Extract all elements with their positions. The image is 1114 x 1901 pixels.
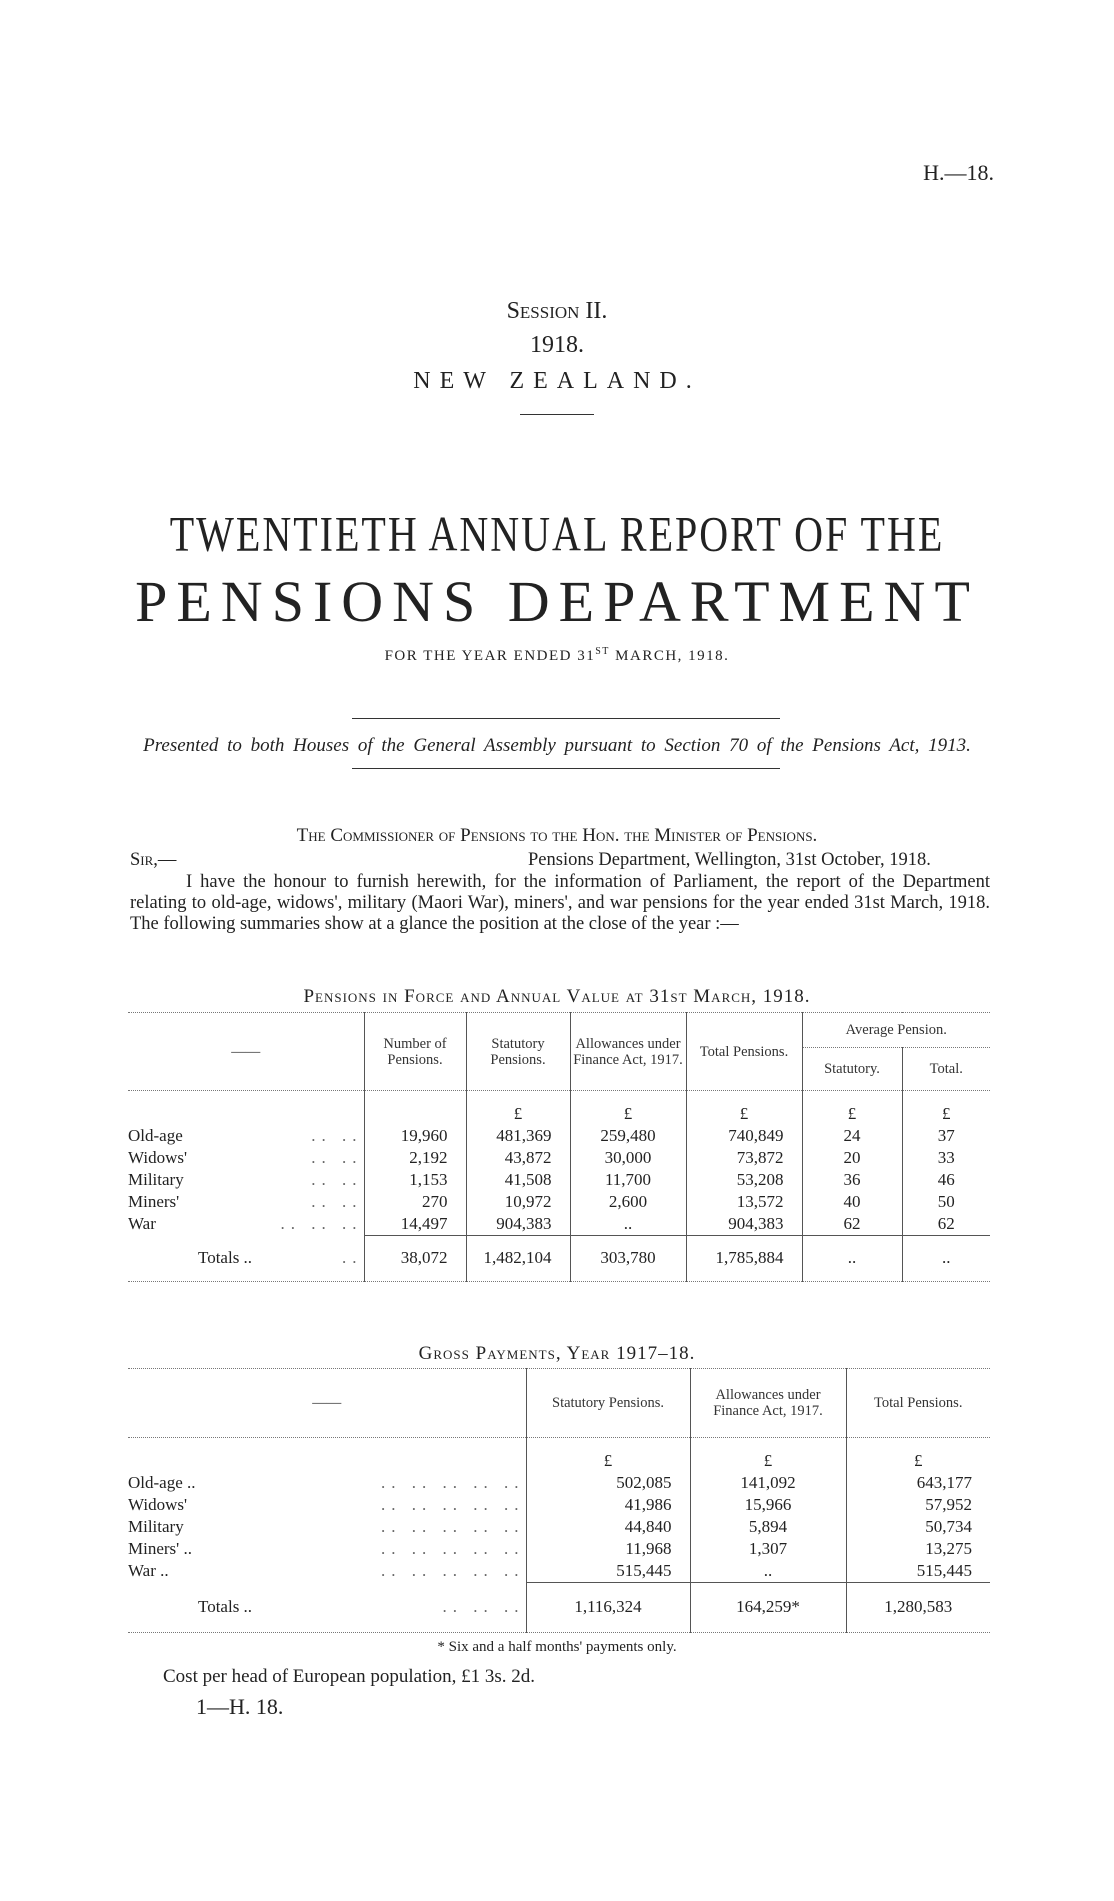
table2-caption: Gross Payments, Year 1917–18. — [418, 1343, 696, 1364]
t1-unit: £ — [570, 1091, 686, 1125]
t1-cell-total: 740,849 — [686, 1125, 802, 1147]
cost-per-head: Cost per head of European population, £1 3s. 2d. — [163, 1666, 536, 1687]
t1-cell-total: 73,872 — [686, 1147, 802, 1169]
leader-dots: .. .. — [311, 1191, 363, 1211]
table-row — [128, 1538, 990, 1560]
subtitle-sup: ST — [595, 646, 610, 657]
t1-cell-allowances: .. — [570, 1213, 686, 1236]
t1-cell-number: 1,153 — [364, 1169, 466, 1191]
t1-cell-avg_statutory: 24 — [802, 1125, 902, 1147]
table-row — [128, 1472, 990, 1494]
t1-cell-total: 904,383 — [686, 1213, 802, 1236]
subtitle-pre: FOR THE YEAR ENDED 31 — [384, 648, 596, 664]
row-label-cell — [128, 1169, 364, 1191]
t2-cell-allowances: 5,894 — [690, 1516, 846, 1538]
t2-cell-allowances: .. — [690, 1560, 846, 1583]
row-label: Totals .. — [198, 1596, 253, 1616]
report-title-subtitle — [0, 646, 1114, 665]
t2-total-statutory: 1,116,324 — [526, 1582, 690, 1632]
t2-total-total: 1,280,583 — [846, 1582, 990, 1632]
t2-unit: £ — [690, 1438, 846, 1472]
row-label-cell — [128, 1147, 364, 1169]
row-label: Old-age — [128, 1125, 183, 1145]
t1-unit: £ — [902, 1091, 990, 1125]
row-label-cell — [128, 1125, 364, 1147]
t1-cell-number: 19,960 — [364, 1125, 466, 1147]
t1-cell-allowances: 11,700 — [570, 1169, 686, 1191]
pensions-in-force-table — [128, 1012, 990, 1282]
t1-unit: £ — [466, 1091, 570, 1125]
row-label-cell — [128, 1516, 526, 1538]
t2-cell-allowances: 141,092 — [690, 1472, 846, 1494]
row-label: War — [128, 1213, 156, 1233]
t1-total-avg_total: .. — [902, 1235, 990, 1281]
t1-cell-avg_statutory: 40 — [802, 1191, 902, 1213]
t1-unit: £ — [686, 1091, 802, 1125]
row-label-cell — [128, 1213, 364, 1236]
letter-addressee: The Commissioner of Pensions to the Hon. the Minister of Pensions. — [296, 825, 818, 846]
table-row — [128, 1516, 990, 1538]
subtitle-post: MARCH, 1918. — [609, 648, 730, 664]
t1-cell-avg_total: 37 — [902, 1125, 990, 1147]
leader-dots: .. .. .. .. .. — [381, 1560, 525, 1580]
t2-cell-total: 643,177 — [846, 1472, 990, 1494]
gross-payments-table — [128, 1368, 990, 1633]
t1-cell-number: 270 — [364, 1191, 466, 1213]
t2-unit: £ — [526, 1438, 690, 1472]
t1-cell-avg_statutory: 62 — [802, 1213, 902, 1236]
t2-cell-allowances: 1,307 — [690, 1538, 846, 1560]
t1-cell-avg_statutory: 20 — [802, 1147, 902, 1169]
t1-cell-number: 2,192 — [364, 1147, 466, 1169]
t1-cell-statutory: 904,383 — [466, 1213, 570, 1236]
t2-cell-statutory: 502,085 — [526, 1472, 690, 1494]
table-row — [128, 1213, 990, 1236]
table1-caption: Pensions in Force and Annual Value at 31st March, 1918. — [303, 986, 811, 1007]
report-title-line1: TWENTIETH ANNUAL REPORT OF THE — [169, 505, 945, 562]
table-row — [128, 1191, 990, 1213]
t1-cell-avg_total: 33 — [902, 1147, 990, 1169]
t1-head-number: Number of Pensions. — [364, 1013, 466, 1091]
t1-cell-allowances: 2,600 — [570, 1191, 686, 1213]
t2-unit: £ — [846, 1438, 990, 1472]
row-label: War .. — [128, 1560, 169, 1580]
t1-head-average: Average Pension. — [802, 1013, 990, 1048]
table-row — [128, 1560, 990, 1583]
row-label-cell — [128, 1560, 526, 1583]
row-label: Military — [128, 1516, 184, 1536]
table-row — [128, 1494, 990, 1516]
leader-dots: .. .. .. .. .. — [381, 1472, 525, 1492]
t1-cell-statutory: 43,872 — [466, 1147, 570, 1169]
leader-dots: .. .. .. .. .. — [381, 1538, 525, 1558]
t2-cell-statutory: 11,968 — [526, 1538, 690, 1560]
t1-cell-statutory: 41,508 — [466, 1169, 570, 1191]
table-row — [128, 1169, 990, 1191]
t1-cell-allowances: 30,000 — [570, 1147, 686, 1169]
t1-total-number: 38,072 — [364, 1235, 466, 1281]
leader-dots: .. .. .. .. .. — [381, 1516, 525, 1536]
t1-total-statutory: 1,482,104 — [466, 1235, 570, 1281]
t1-head-statutory: Statutory Pensions. — [466, 1013, 570, 1091]
t1-total-avg_statutory: .. — [802, 1235, 902, 1281]
t1-head-dash: —— — [231, 1043, 261, 1060]
t2-head-statutory: Statutory Pensions. — [526, 1369, 690, 1438]
totals-row — [128, 1235, 990, 1281]
footnote: * Six and a half months' payments only. — [437, 1639, 677, 1655]
leader-dots: .. .. .. — [280, 1213, 363, 1233]
leader-dots: .. .. .. — [442, 1596, 525, 1616]
t1-cell-avg_total: 50 — [902, 1191, 990, 1213]
row-label-cell — [128, 1191, 364, 1213]
t1-cell-total: 53,208 — [686, 1169, 802, 1191]
t1-cell-avg_statutory: 36 — [802, 1169, 902, 1191]
table-row — [128, 1125, 990, 1147]
totals-label-cell — [128, 1235, 364, 1281]
totals-label-cell — [128, 1582, 526, 1632]
t2-cell-total: 50,734 — [846, 1516, 990, 1538]
t2-head-dash: —— — [312, 1395, 342, 1411]
page-reference: H.—18. — [923, 160, 994, 185]
t2-cell-total: 57,952 — [846, 1494, 990, 1516]
presented-statement: Presented to both Houses of the General Assembly pursuant to Section 70 of the Pensions Act, 1913. — [143, 735, 971, 756]
t2-cell-statutory: 44,840 — [526, 1516, 690, 1538]
t1-cell-avg_total: 62 — [902, 1213, 990, 1236]
t2-cell-statutory: 41,986 — [526, 1494, 690, 1516]
letter-salutation: Sir,— — [130, 850, 177, 870]
header-rule — [520, 414, 594, 415]
row-label: Military — [128, 1169, 184, 1189]
letter-body: I have the honour to furnish herewith, for the information of Parliament, the report of the Department relating to old-age, widows', military (Maori War), miners', and war pensions for the year ended 31st March, 1918. The following summaries show at a glance the position at the close of the year :— — [130, 872, 990, 934]
t2-cell-statutory: 515,445 — [526, 1560, 690, 1583]
t1-cell-statutory: 481,369 — [466, 1125, 570, 1147]
leader-dots: .. .. — [311, 1147, 363, 1167]
leader-dots: .. .. .. .. .. — [381, 1494, 525, 1514]
t1-unit: £ — [802, 1091, 902, 1125]
row-label: Old-age .. — [128, 1472, 196, 1492]
row-label: Miners' .. — [128, 1538, 192, 1558]
row-label-cell — [128, 1494, 526, 1516]
t2-head-allowances: Allowances under Finance Act, 1917. — [690, 1369, 846, 1438]
leader-dots: .. — [342, 1247, 363, 1267]
table-row — [128, 1147, 990, 1169]
t1-head-total: Total Pensions. — [686, 1013, 802, 1091]
letter-dateline: Pensions Department, Wellington, 31st October, 1918. — [528, 850, 931, 870]
t1-cell-avg_total: 46 — [902, 1169, 990, 1191]
t1-total-allowances: 303,780 — [570, 1235, 686, 1281]
t2-cell-total: 13,275 — [846, 1538, 990, 1560]
session-heading: Session II. — [506, 298, 608, 324]
row-label-cell — [128, 1538, 526, 1560]
t1-cell-statutory: 10,972 — [466, 1191, 570, 1213]
t2-cell-allowances: 15,966 — [690, 1494, 846, 1516]
leader-dots: .. .. — [311, 1169, 363, 1189]
row-label-cell — [128, 1472, 526, 1494]
country-heading: NEW ZEALAND. — [413, 368, 701, 394]
report-title-main: PENSIONS DEPARTMENT — [135, 569, 979, 634]
title-rule-bottom — [352, 768, 780, 769]
t1-cell-number: 14,497 — [364, 1213, 466, 1236]
sheet-reference: 1—H. 18. — [196, 1694, 284, 1719]
t1-head-avg-total: Total. — [902, 1048, 990, 1091]
t1-head-avg-statutory: Statutory. — [802, 1048, 902, 1091]
t2-head-total: Total Pensions. — [846, 1369, 990, 1438]
t2-total-allowances: 164,259* — [690, 1582, 846, 1632]
year-heading: 1918. — [530, 332, 584, 358]
title-rule-top — [352, 718, 780, 719]
t1-total-total: 1,785,884 — [686, 1235, 802, 1281]
leader-dots: .. .. — [311, 1125, 363, 1145]
row-label: Widows' — [128, 1147, 188, 1167]
row-label: Totals .. — [198, 1247, 253, 1267]
t1-cell-total: 13,572 — [686, 1191, 802, 1213]
t1-cell-allowances: 259,480 — [570, 1125, 686, 1147]
totals-row — [128, 1582, 990, 1632]
t2-cell-total: 515,445 — [846, 1560, 990, 1583]
t1-head-allowances: Allowances under Finance Act, 1917. — [570, 1013, 686, 1091]
row-label: Miners' — [128, 1191, 180, 1211]
row-label: Widows' — [128, 1494, 188, 1514]
